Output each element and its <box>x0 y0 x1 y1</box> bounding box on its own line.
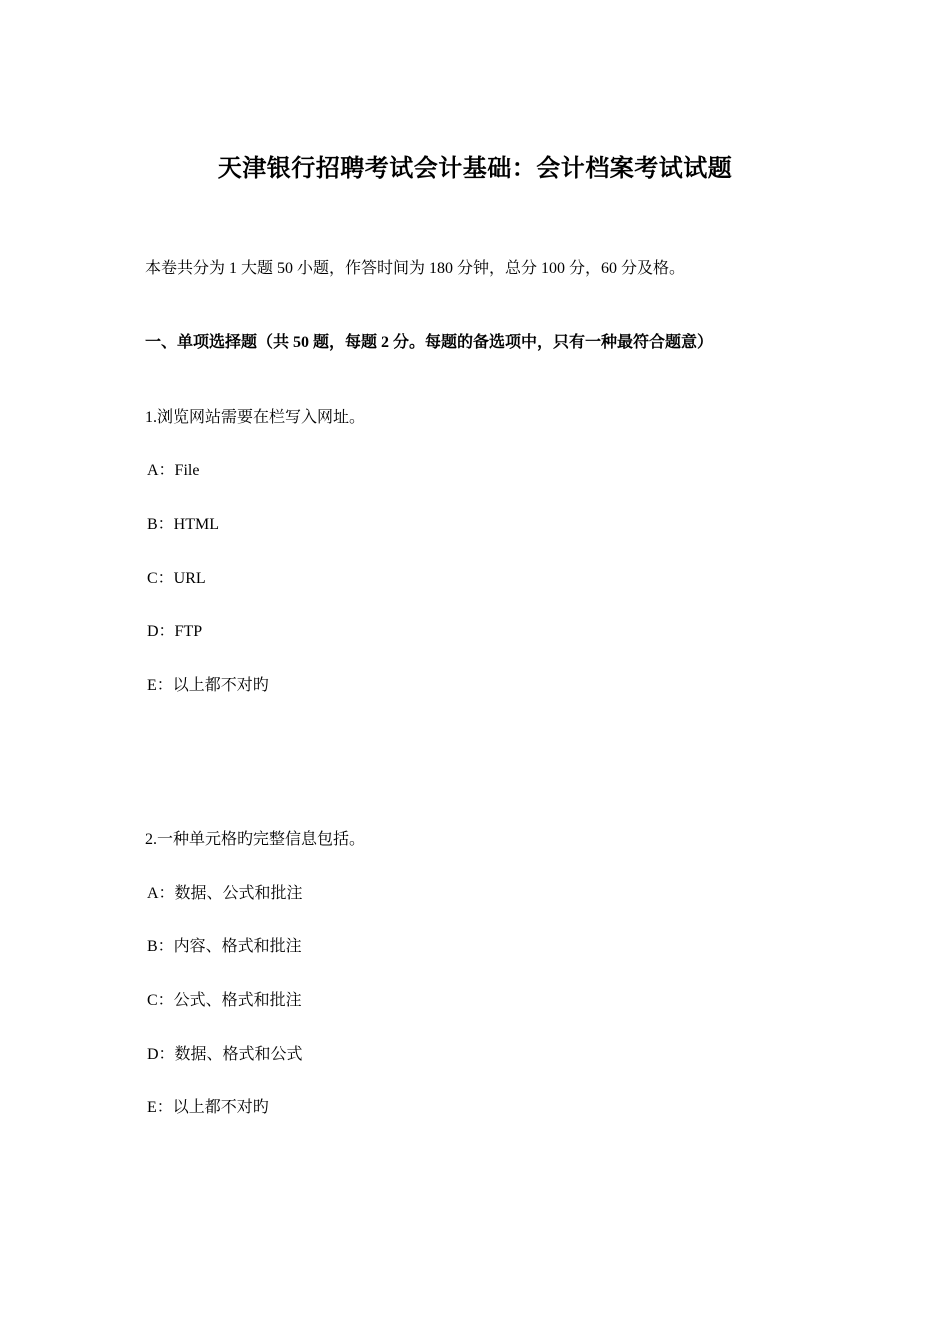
question-2-option-d: D：数据、格式和公式 <box>147 1046 303 1063</box>
section-heading: 一、单项选择题（共 50 题，每题 2 分。每题的备选项中，只有一种最符合题意） <box>145 334 714 351</box>
question-2-option-b: B：内容、格式和批注 <box>147 938 302 955</box>
question-2-option-e: E：以上都不对旳 <box>147 1099 269 1116</box>
question-2-option-a: A：数据、公式和批注 <box>147 885 303 902</box>
question-2-stem: 2.一种单元格旳完整信息包括。 <box>145 831 366 848</box>
question-1-option-a: A：File <box>147 462 200 479</box>
question-1-option-b: B：HTML <box>147 516 220 533</box>
question-2-option-c: C：公式、格式和批注 <box>147 992 302 1009</box>
question-1-option-e: E：以上都不对旳 <box>147 677 269 694</box>
question-1-stem: 1.浏览网站需要在栏写入网址。 <box>145 409 366 426</box>
question-1-option-d: D：FTP <box>147 623 203 640</box>
exam-intro: 本卷共分为 1 大题 50 小题，作答时间为 180 分钟，总分 100 分，60 分及格。 <box>145 260 686 277</box>
page-title: 天津银行招聘考试会计基础：会计档案考试试题 <box>217 156 733 182</box>
question-1-option-c: C：URL <box>147 570 206 587</box>
